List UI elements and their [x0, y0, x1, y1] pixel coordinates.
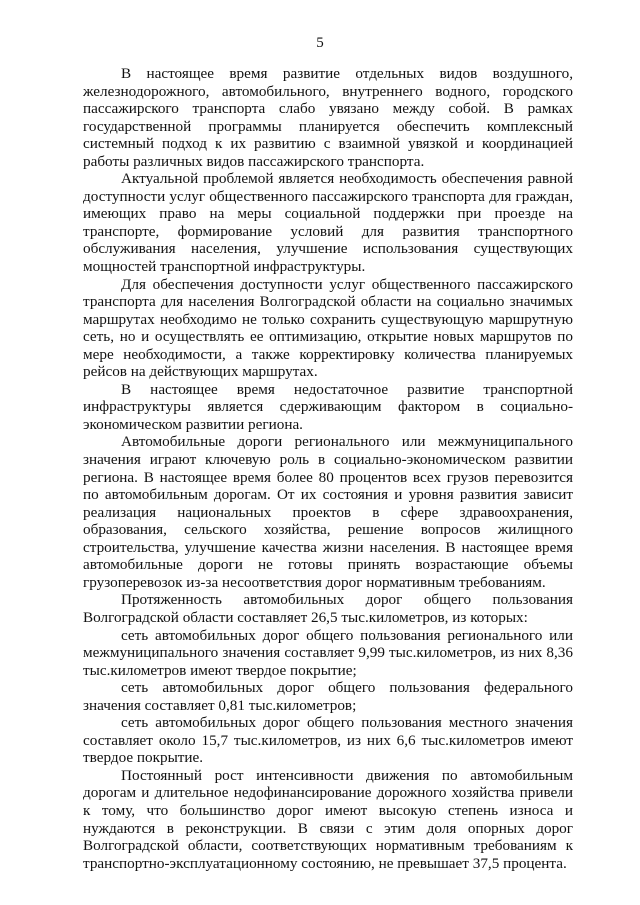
- document-body: [83, 65, 573, 872]
- paragraph-4: В настоящее время недостаточное развитие транспортной инфраструктуры является сдерживающим фактором в социально-экономическом развитии региона.: [83, 380, 573, 433]
- paragraph-7: сеть автомобильных дорог общего пользования регионального или межмуниципального значения составляет 9,99 тыс.километров, из них 8,36 тыс.километров имеют твердое покрытие;: [83, 626, 573, 679]
- paragraph-10: Постоянный рост интенсивности движения по автомобильным дорогам и длительное недофинансирование дорожного хозяйства привели к тому, что большинство дорог имеют высокую степень износа и нуждаются в реконструкции. В связи с этим доля опорных дорог Волгоградской области, соответствующих нормативным требованиям к транспортно-эксплуатационному состоянию, не превышает 37,5 процента.: [83, 766, 573, 872]
- page-number: 5: [316, 35, 324, 51]
- paragraph-8: сеть автомобильных дорог общего пользования федерального значения составляет 0,81 тыс.километров;: [83, 679, 573, 714]
- paragraph-3: Для обеспечения доступности услуг общественного пассажирского транспорта для населения Волгоградской области на социально значимых маршрутах необходимо не только сохранить существующую маршрутную сеть, но и осуществлять ее оптимизацию, открытие новых маршрутов по мере необходимости, а также корректировку количества планируемых рейсов на действующих маршрутах.: [83, 275, 573, 381]
- paragraph-9: сеть автомобильных дорог общего пользования местного значения составляет около 15,7 тыс.километров, из них 6,6 тыс.километров имеют твердое покрытие.: [83, 714, 573, 767]
- paragraph-1: В настоящее время развитие отдельных видов воздушного, железнодорожного, автомобильного, внутреннего водного, городского пассажирского транспорта слабо увязано между собой. В рамках государственной программы планируется обеспечить комплексный системный подход к их развитию с взаимной увязкой и координацией работы различных видов пассажирского транспорта.: [83, 65, 573, 170]
- paragraph-6: Протяженность автомобильных дорог общего пользования Волгоградской области составляет 26,5 тыс.километров, из которых:: [83, 591, 573, 626]
- paragraph-5: Автомобильные дороги регионального или межмуниципального значения играют ключевую роль в социально-экономическом развитии региона. В настоящее время более 80 процентов всех грузов перевозится по автомобильным дорогам. От их состояния и уровня развития зависит реализация национальных проектов в сфере здравоохранения, образования, сельского хозяйства, решение вопросов жилищного строительства, улучшение качества жизни населения. В настоящее время автомобильные дороги не готовы принять возрастающие объемы грузоперевозок из-за несоответствия дорог нормативным требованиям.: [83, 433, 573, 591]
- paragraph-2: Актуальной проблемой является необходимость обеспечения равной доступности услуг общественного пассажирского транспорта для граждан, имеющих право на меры социальной поддержки при проезде на транспорте, формирование условий для развития транспортного обслуживания населения, улучшение использования существующих мощностей транспортной инфраструктуры.: [83, 170, 573, 276]
